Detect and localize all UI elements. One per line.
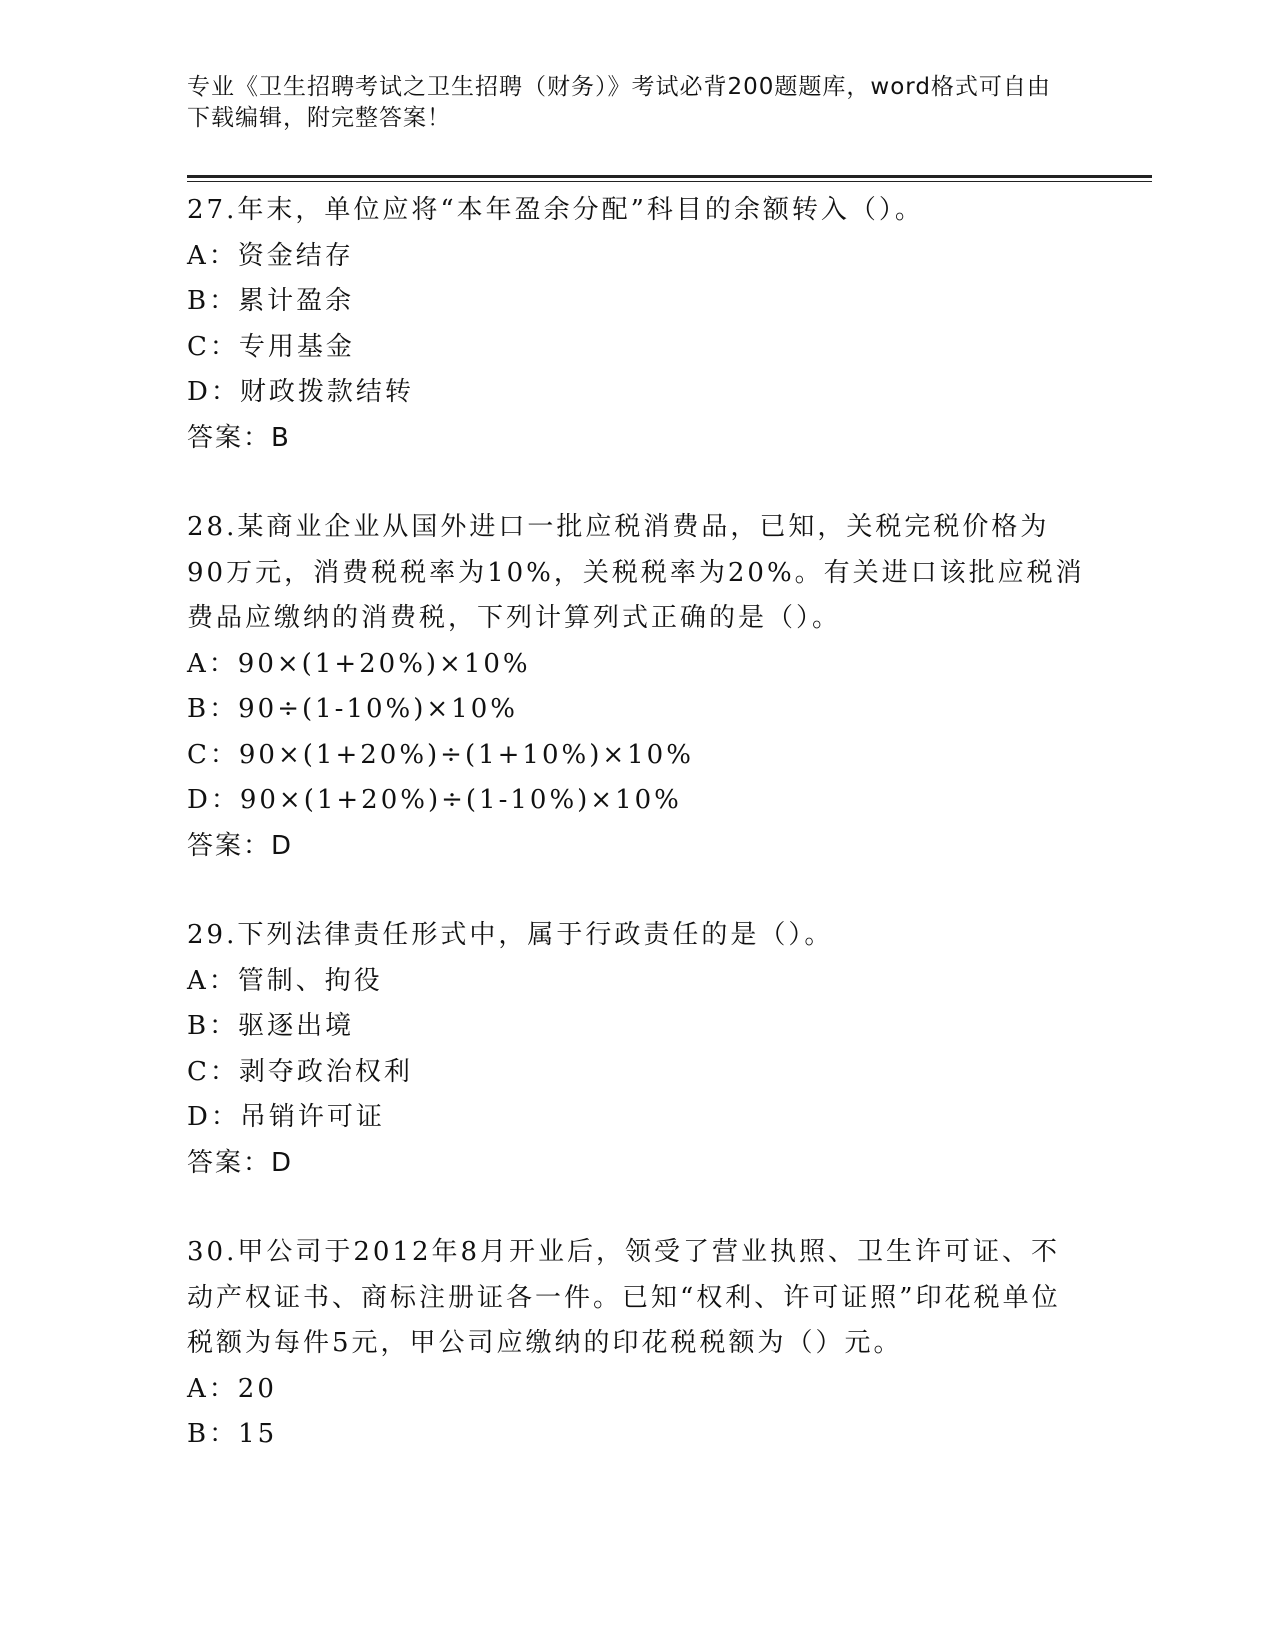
question-28 bbox=[187, 505, 1097, 869]
option-c: C：剥夺政治权利 bbox=[187, 1056, 413, 1087]
header-divider-thin bbox=[187, 181, 1152, 182]
question-stem: 27.年末，单位应将“本年盈余分配”科目的余额转入（）。 bbox=[187, 195, 924, 225]
option-a: A：90×(1+20%)×10% bbox=[187, 648, 531, 679]
header-divider-thick bbox=[187, 175, 1152, 178]
option-b: B：驱逐出境 bbox=[187, 1011, 355, 1041]
question-27 bbox=[187, 188, 1097, 461]
answer-line: 答案：B bbox=[187, 422, 291, 453]
option-b: B：90÷(1-10%)×10% bbox=[187, 694, 518, 724]
option-c: C：90×(1+20%)÷(1+10%)×10% bbox=[187, 739, 694, 770]
option-b: B：15 bbox=[187, 1419, 278, 1449]
answer-line: 答案：D bbox=[187, 830, 294, 861]
document-header: 专业《卫生招聘考试之卫生招聘（财务）》考试必背200题题库，word格式可自由下载编辑，附完整答案！ bbox=[187, 74, 1051, 131]
option-b: B：累计盈余 bbox=[187, 286, 355, 316]
option-a: A：20 bbox=[187, 1373, 277, 1404]
option-d: D：90×(1+20%)÷(1-10%)×10% bbox=[187, 785, 682, 815]
option-d: D：吊销许可证 bbox=[187, 1102, 385, 1132]
option-c: C：专用基金 bbox=[187, 331, 355, 362]
question-30 bbox=[187, 1230, 1097, 1458]
option-a: A：管制、拘役 bbox=[187, 965, 383, 996]
option-d: D：财政拨款结转 bbox=[187, 377, 414, 407]
question-stem: 29.下列法律责任形式中，属于行政责任的是（）。 bbox=[187, 920, 834, 950]
question-29 bbox=[187, 913, 1097, 1186]
question-stem: 30.甲公司于2012年8月开业后，领受了营业执照、卫生许可证、不动产权证书、商标注册证各一件。已知“权利、许可证照”印花税单位税额为每件5元，甲公司应缴纳的印花税税额为（）元。 bbox=[187, 1237, 1061, 1358]
option-a: A：资金结存 bbox=[187, 240, 354, 271]
question-stem: 28.某商业企业从国外进口一批应税消费品，已知，关税完税价格为90万元，消费税税率为10%，关税税率为20%。有关进口该批应税消费品应缴纳的消费税，下列计算列式正确的是（）。 bbox=[187, 512, 1085, 633]
answer-line: 答案：D bbox=[187, 1147, 294, 1178]
question-list bbox=[187, 188, 1097, 1502]
